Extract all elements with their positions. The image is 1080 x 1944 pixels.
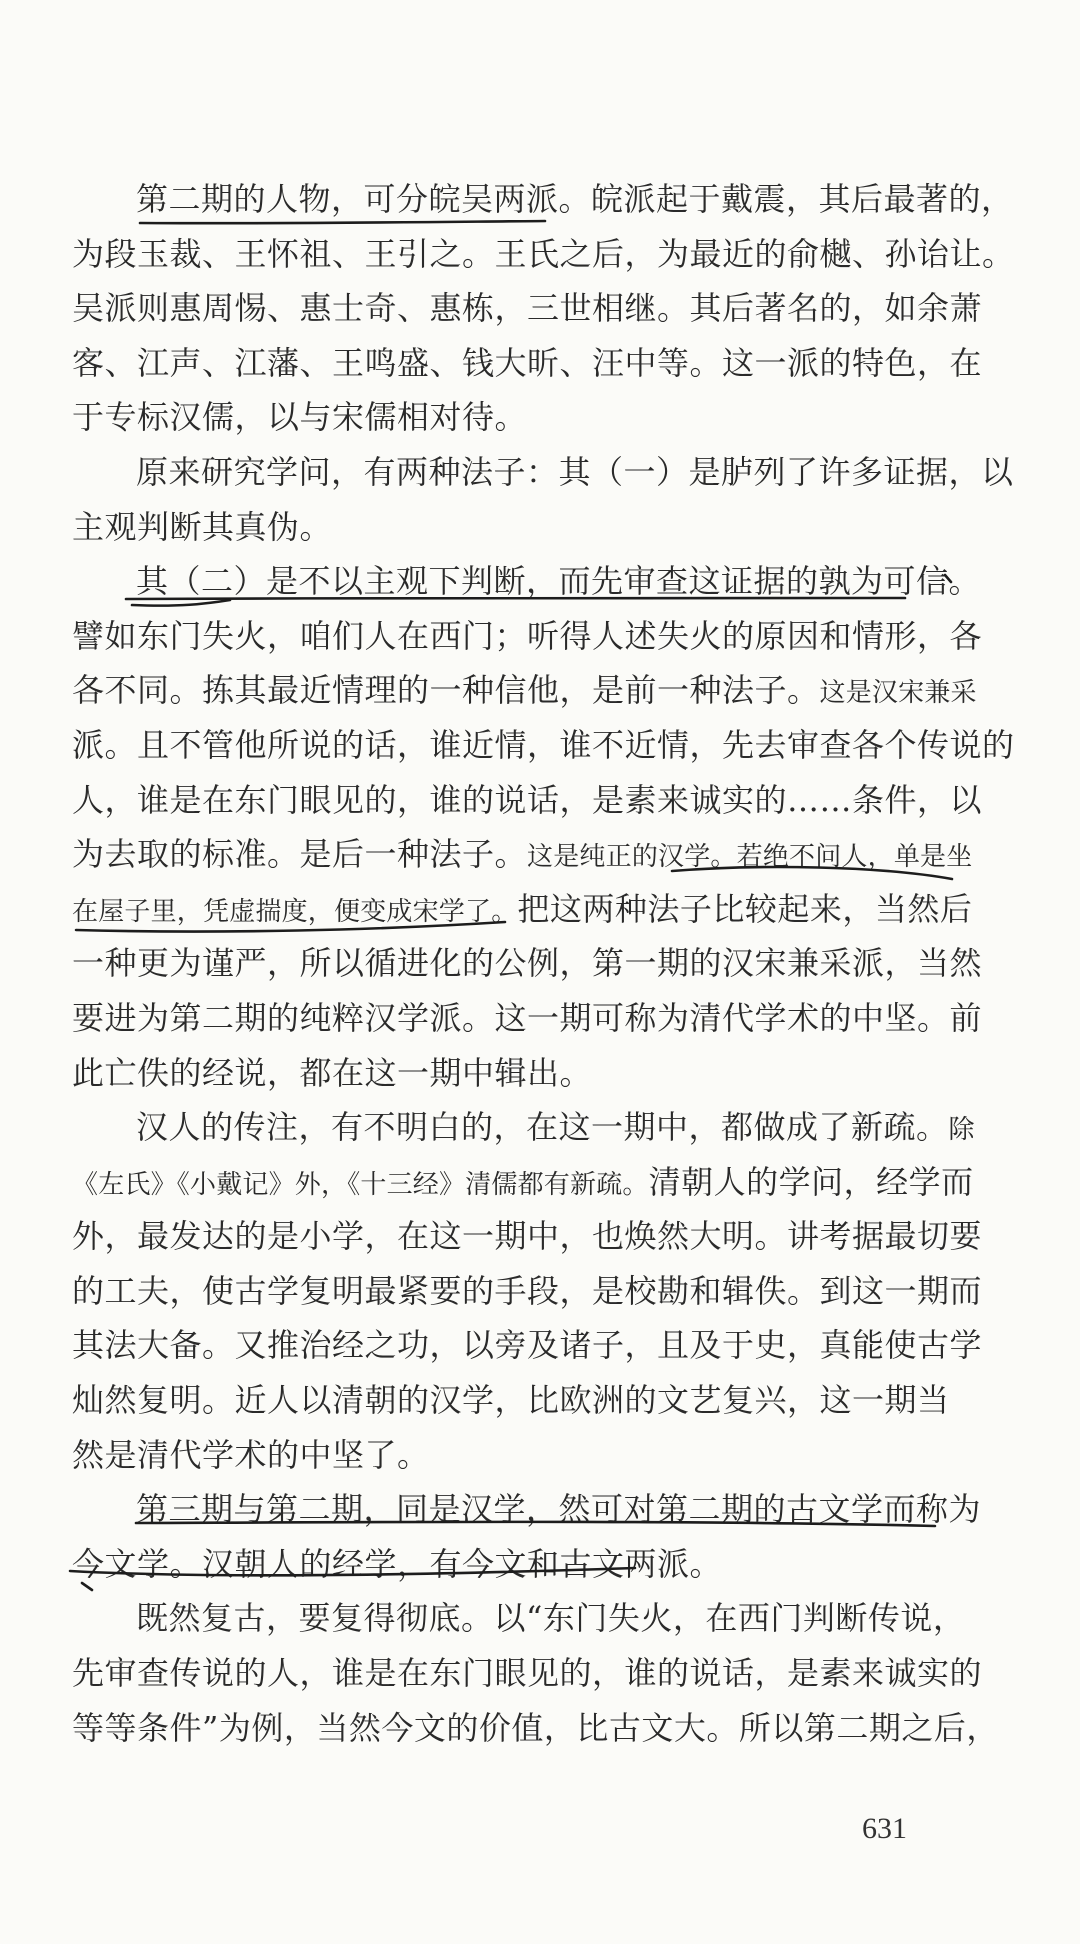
text-line: 其（二）是不以主观下判断，而先审查这证据的孰为可信。: [136, 562, 982, 601]
page-number: 631: [862, 1812, 907, 1845]
text-line: 的工夫，使古学复明最紧要的手段，是校勘和辑佚。到这一期而: [72, 1271, 983, 1310]
text-line: 等等条件”为例，当然今文的价值，比古文大。所以第二期之后，: [72, 1708, 999, 1747]
inline-note: 除: [948, 1115, 975, 1146]
text-line: 外，最发达的是小学，在这一期中，也焕然大明。讲考据最切要: [72, 1217, 983, 1256]
text-line: [72, 1155, 974, 1210]
text-span: 清朝人的学问，经学而: [648, 1162, 974, 1201]
text-line: 然是清代学术的中坚了。: [72, 1435, 430, 1474]
text-line: 吴派则惠周惕、惠士奇、惠栋，三世相继。其后著名的，如余萧: [72, 289, 983, 328]
text-span: 派。且不管他所说的话，谁近情，谁不近情，先去审查各个传说的: [72, 725, 1015, 764]
inline-note: 这是汉宋兼采: [819, 678, 977, 709]
text-span: 把这两种法子比较起来，当然后: [517, 889, 973, 928]
text-span: 为去取的标准。是后一种法子。: [72, 835, 528, 874]
text-line: 今文学。汉朝人的经学，有今文和古文两派。: [72, 1544, 723, 1583]
text-line: 譬如东门失火，咱们人在西门；听得人述失火的原因和情形，各: [72, 616, 983, 655]
inline-note: 《左氏》《小戴记》外，《十三经》清儒都有新疏。: [72, 1169, 649, 1200]
text-line: 客、江声、江藩、王鸣盛、钱大昕、汪中等。这一派的特色，在: [72, 343, 983, 382]
text-line: [72, 663, 977, 718]
text-line: [72, 827, 973, 882]
text-line: 既然复古，要复得彻底。以“东门失火，在西门判断传说，: [136, 1599, 966, 1638]
text-line: 为段玉裁、王怀祖、王引之。王氏之后，为最近的俞樾、孙诒让。: [72, 234, 1015, 273]
text-line: 此亡佚的经说，都在这一期中辑出。: [72, 1053, 593, 1092]
text-line: 要进为第二期的纯粹汉学派。这一期可称为清代学术的中坚。前: [72, 998, 983, 1037]
text-line: 其法大备。又推治经之功，以旁及诸子，且及于史，真能使古学: [72, 1326, 983, 1365]
text-line: [72, 882, 973, 937]
inline-note: 在屋子里，凭虚揣度，便变成宋学了。: [72, 896, 518, 927]
text-span: 汉人的传注，有不明白的，在这一期中，都做成了新疏。: [136, 1108, 949, 1147]
text-line: [72, 718, 1015, 773]
text-line: [72, 1100, 975, 1155]
text-line: 先审查传说的人，谁是在东门眼见的，谁的说话，是素来诚实的: [72, 1654, 983, 1693]
text-span: 各不同。拣其最近情理的一种信他，是前一种法子。: [72, 671, 820, 710]
body-text: [72, 172, 1015, 1755]
text-line: 于专标汉儒，以与宋儒相对待。: [72, 398, 528, 437]
text-line: 灿然复明。近人以清朝的汉学，比欧洲的文艺复兴，这一期当: [72, 1381, 950, 1420]
text-line: 第二期的人物，可分皖吴两派。皖派起于戴震，其后最著的，: [136, 180, 1014, 218]
text-line: 一种更为谨严，所以循进化的公例，第一期的汉宋兼采派，当然: [72, 944, 983, 983]
text-line: 第三期与第二期，同是汉学，然可对第二期的古文学而称为: [136, 1490, 982, 1529]
text-line: 原来研究学问，有两种法子：其（一）是胪列了许多证据，以: [136, 452, 1014, 491]
inline-note: 这是纯正的汉学。若绝不问人，单是坐: [527, 842, 973, 873]
text-line: 人，谁是在东门眼见的，谁的说话，是素来诚实的……条件，以: [72, 780, 983, 819]
text-line: 主观判断其真伪。: [72, 507, 333, 546]
